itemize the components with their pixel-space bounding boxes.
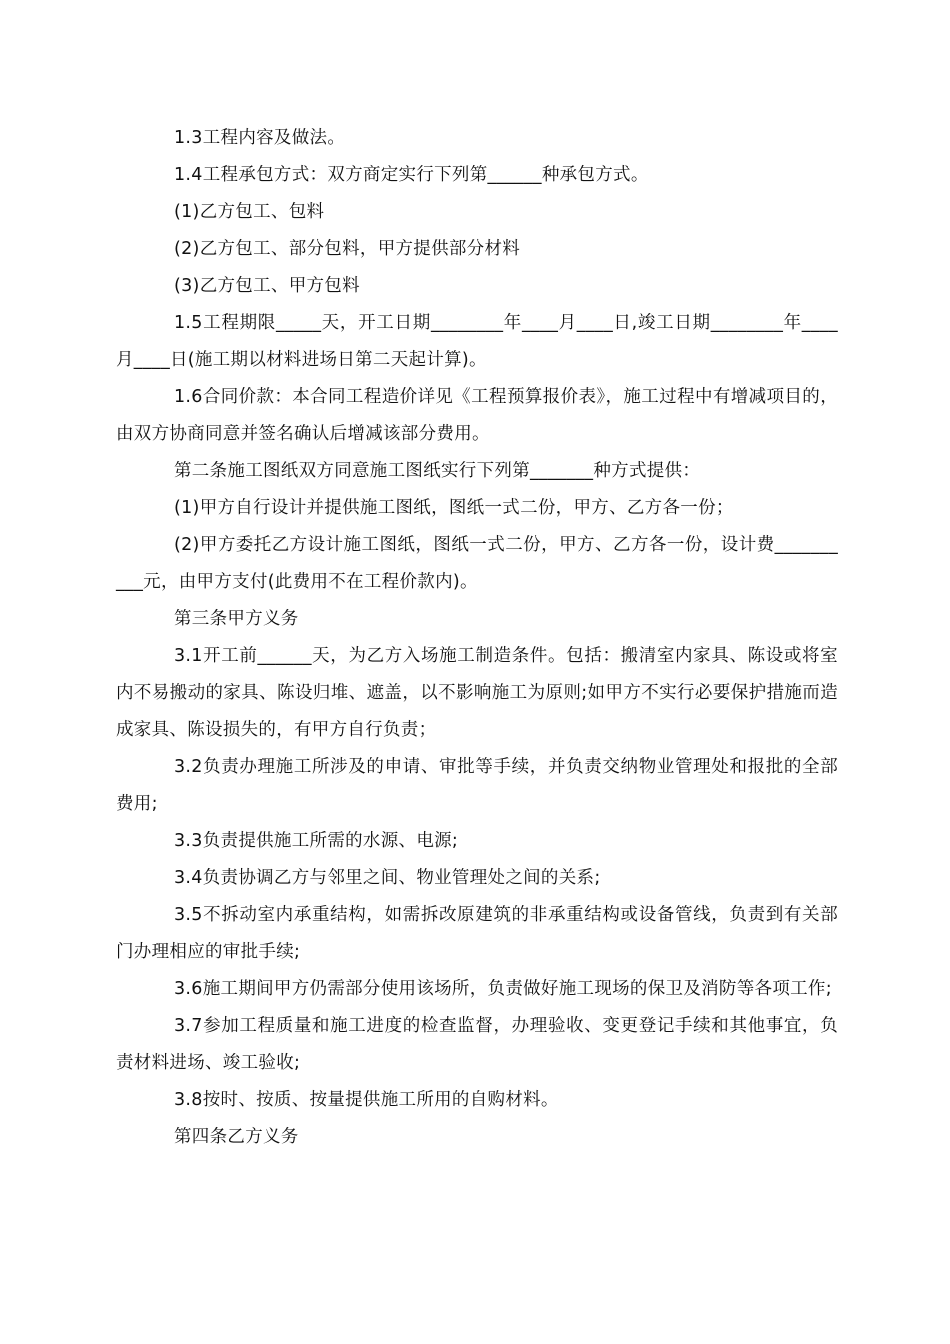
clause-1-3: 1.3工程内容及做法。 [174, 128, 346, 148]
clause-1-6: 1.6合同价款：本合同工程造价详见《工程预算报价表》，施工过程中有增减项目的，由双方协商同意并签名确认后增减该部分费用。 [116, 387, 838, 444]
drawing-option-2: (2)甲方委托乙方设计施工图纸，图纸一式二份，甲方、乙方各一份，设计费__________元，由甲方支付(此费用不在工程价款内)。 [116, 535, 838, 592]
article-2-heading: 第二条施工图纸双方同意施工图纸实行下列第_______种方式提供： [174, 461, 701, 481]
article-4-heading: 第四条乙方义务 [174, 1127, 299, 1147]
clause-3-8: 3.8按时、按质、按量提供施工所用的自购材料。 [174, 1090, 559, 1110]
clause-3-6: 3.6施工期间甲方仍需部分使用该场所，负责做好施工现场的保卫及消防等各项工作; [174, 979, 832, 999]
document-body [116, 120, 838, 1156]
drawing-option-1: (1)甲方自行设计并提供施工图纸，图纸一式二份，甲方、乙方各一份； [174, 498, 734, 518]
clause-3-1: 3.1开工前______天，为乙方入场施工制造条件。包括：搬清室内家具、陈设或将室内不易搬动的家具、陈设归堆、遮盖，以不影响施工为原则;如甲方不实行必要保护措施而造成家具、陈设损失的，有甲方自行负责； [116, 646, 838, 740]
article-3-heading: 第三条甲方义务 [174, 609, 299, 629]
option-1: (1)乙方包工、包料 [174, 202, 325, 222]
clause-1-5: 1.5工程期限_____天，开工日期________年____月____日,竣工日期________年____月____日(施工期以材料进场日第二天起计算)。 [116, 313, 838, 370]
clause-1-4: 1.4工程承包方式：双方商定实行下列第______种承包方式。 [174, 165, 649, 185]
clause-3-3: 3.3负责提供施工所需的水源、电源; [174, 831, 459, 851]
clause-3-2: 3.2负责办理施工所涉及的申请、审批等手续，并负责交纳物业管理处和报批的全部费用; [116, 757, 838, 814]
option-2: (2)乙方包工、部分包料，甲方提供部分材料 [174, 239, 521, 259]
clause-3-7: 3.7参加工程质量和施工进度的检查监督，办理验收、变更登记手续和其他事宜，负责材料进场、竣工验收; [116, 1016, 838, 1073]
option-3: (3)乙方包工、甲方包料 [174, 276, 360, 296]
clause-3-5: 3.5不拆动室内承重结构，如需拆改原建筑的非承重结构或设备管线，负责到有关部门办理相应的审批手续; [116, 905, 838, 962]
clause-3-4: 3.4负责协调乙方与邻里之间、物业管理处之间的关系; [174, 868, 601, 888]
